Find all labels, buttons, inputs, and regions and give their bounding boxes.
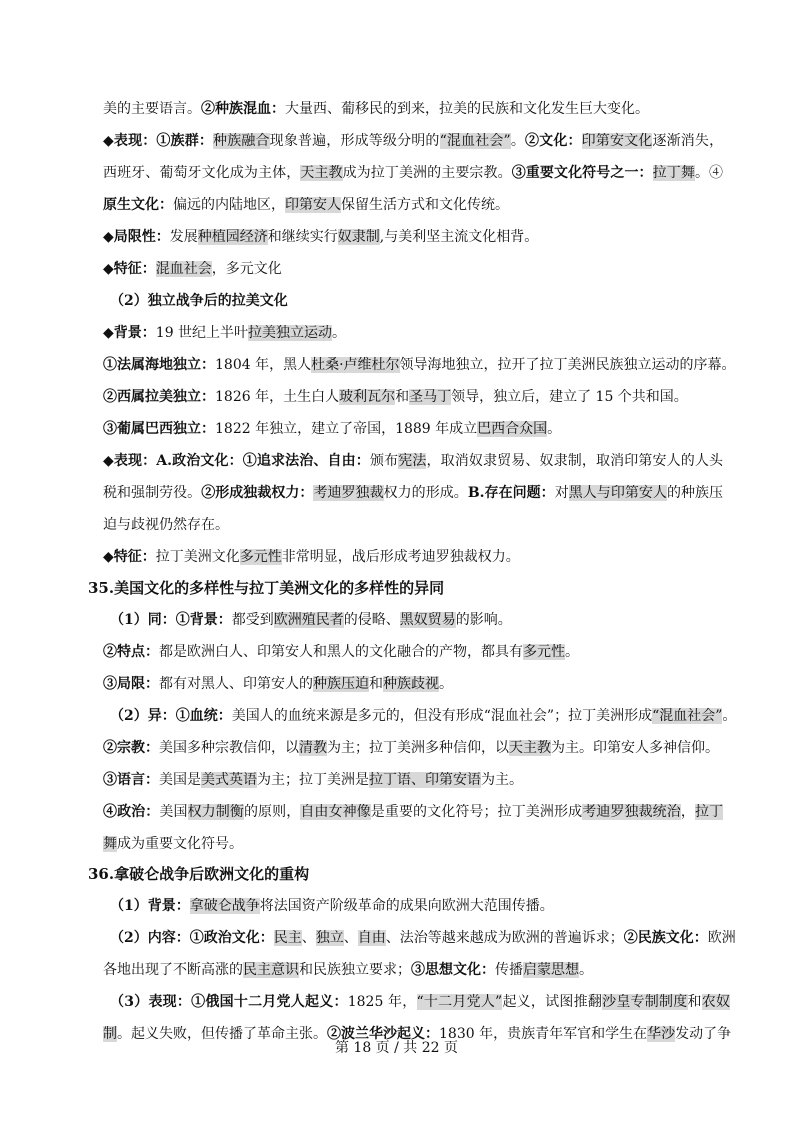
text-run: 的原则， xyxy=(243,804,301,820)
highlighted-term: 宪法 xyxy=(398,453,427,469)
text-run: 和 xyxy=(395,389,410,405)
bold-label: ②特点： xyxy=(103,644,159,660)
text-line xyxy=(110,928,736,948)
bold-label: （2）内容：①政治文化： xyxy=(110,930,274,946)
text-run: 大量西、葡移民的到来，拉美的民族和文化发生巨大变化。 xyxy=(285,101,649,117)
text-run: 和继续实行 xyxy=(267,229,338,245)
text-run: 为主；拉丁美洲是 xyxy=(257,772,369,788)
text-run: 。 xyxy=(510,133,525,149)
highlighted-term: 拉丁舞 xyxy=(652,165,695,181)
text-run: 成为拉丁美洲的主要宗教。 xyxy=(342,165,512,181)
highlighted-term: 农奴 xyxy=(701,994,730,1010)
bold-label: ③重要文化符号之一： xyxy=(511,165,653,181)
text-run: 。 xyxy=(579,962,593,978)
text-run: 对 xyxy=(554,485,569,501)
bold-label: 原生文化： xyxy=(103,197,173,213)
highlighted-term: 巴西合众国 xyxy=(477,421,548,437)
text-run: 发动了争 xyxy=(675,1026,732,1042)
text-run: 。起义失败，但传播了革命主张。 xyxy=(117,1026,327,1042)
text-run: 权力的形成。 xyxy=(383,485,468,501)
highlighted-term: 欧洲殖民者 xyxy=(273,612,344,628)
text-run: 的种族压 xyxy=(666,485,724,501)
text-run: 传播 xyxy=(495,962,523,978)
highlighted-term: 玻利瓦尔 xyxy=(339,389,396,405)
text-line xyxy=(110,610,730,630)
bold-label: ③局限： xyxy=(103,676,159,692)
text-line xyxy=(103,674,723,694)
text-line xyxy=(103,131,723,151)
text-run: 19 世纪上半叶 xyxy=(155,325,249,341)
highlighted-term: 沙皇专制制度 xyxy=(602,994,688,1010)
highlighted-term: 权力制衡 xyxy=(187,804,244,820)
bold-label: ②形成独裁权力： xyxy=(201,485,314,501)
bold-label: （2）独立战争后的拉美文化 xyxy=(110,293,288,309)
highlighted-term: 种植园经济 xyxy=(197,229,268,245)
text-run: 美国 xyxy=(159,804,188,820)
text-run: 西班牙、葡萄牙文化成为主体， xyxy=(103,165,301,181)
bold-label: ◆特征： xyxy=(103,261,156,277)
text-run: 的影响。 xyxy=(455,612,512,628)
highlighted-term: 种族歧视 xyxy=(383,676,439,692)
text-run: 的侵略、 xyxy=(343,612,400,628)
bold-label: ②波兰华沙起义： xyxy=(327,1026,439,1042)
text-line xyxy=(103,323,723,343)
highlighted-term: 黑奴贸易 xyxy=(399,612,456,628)
text-line xyxy=(103,515,723,535)
text-line xyxy=(103,960,723,980)
bold-label: ②种族混血： xyxy=(201,101,285,117)
text-run: 和 xyxy=(687,994,702,1010)
highlighted-term: 多元性 xyxy=(523,644,565,660)
section-heading xyxy=(88,864,708,884)
text-run: 、 xyxy=(301,930,316,946)
text-run: 领导，独立后，建立了 15 个共和国。 xyxy=(451,389,688,405)
highlighted-term: 黑人与印第安人 xyxy=(568,485,667,501)
text-line xyxy=(103,770,723,790)
text-run: 。 xyxy=(439,676,453,692)
highlighted-term: 考迪罗独裁统治 xyxy=(582,804,681,820)
text-run: 为主；拉丁美洲多种信仰，以 xyxy=(327,740,509,756)
text-run: ,与美利坚主流文化相背。 xyxy=(379,229,539,245)
highlighted-term: 混血社会 xyxy=(155,261,212,277)
highlighted-term: 自由 xyxy=(357,930,386,946)
text-line xyxy=(103,355,736,375)
highlighted-term: 天主教 xyxy=(509,740,551,756)
text-line xyxy=(103,738,723,758)
text-line xyxy=(110,291,730,311)
text-run: 非常明显，战后形成考迪罗独裁权力。 xyxy=(281,549,520,565)
text-run: 1804 年，黑人 xyxy=(215,357,312,373)
text-run: ，取消奴隶贸易、奴隶制，取消印第安人的人头 xyxy=(426,453,724,469)
text-line xyxy=(103,547,723,567)
text-line xyxy=(103,99,723,119)
text-run: 都有对黑人、印第安人的 xyxy=(159,676,313,692)
highlighted-term: 制 xyxy=(103,1026,117,1042)
bold-label: ④政治： xyxy=(103,804,160,820)
footer-suffix: 页 xyxy=(439,1040,459,1056)
text-run: 都是欧洲白人、印第安人和黑人的文化融合的产物，都具有 xyxy=(159,644,523,660)
bold-label: ②民族文化： xyxy=(623,930,708,946)
text-run: 都受到 xyxy=(231,612,274,628)
text-run: 。 xyxy=(332,325,347,341)
text-run: 发展 xyxy=(169,229,198,245)
bold-label: ②宗教： xyxy=(103,740,159,756)
footer-middle: 页 / 共 xyxy=(371,1040,422,1056)
text-line xyxy=(110,992,730,1012)
highlighted-term: 圣马丁 xyxy=(409,389,452,405)
footer-total-pages: 22 xyxy=(421,1040,440,1056)
text-run: 迫与歧视仍然存在。 xyxy=(103,517,229,533)
text-run: 美国是 xyxy=(159,772,201,788)
text-line xyxy=(103,387,723,407)
highlighted-term: “十二月党人” xyxy=(416,994,503,1010)
text-run: 逐渐消失， xyxy=(652,133,724,149)
highlighted-term: 种族融合 xyxy=(213,133,270,149)
highlighted-term: 民主意识 xyxy=(243,962,299,978)
text-run: 美国人的血统来源是多元的，但没有形成“混血社会”；拉丁美洲形成 xyxy=(231,708,653,724)
text-run: 美国多种宗教信仰，以 xyxy=(159,740,299,756)
text-run: 起义，试图推翻 xyxy=(502,994,603,1010)
text-run: 1830 年，贵族青年军官和学生在 xyxy=(439,1026,648,1042)
text-run: 保留生活方式和文化传统。 xyxy=(341,197,509,213)
highlighted-term: 美式英语 xyxy=(201,772,257,788)
text-line xyxy=(103,419,723,439)
text-line xyxy=(103,834,723,854)
bold-label: B.存在问题： xyxy=(467,485,555,501)
text-run: 各地出现了不断高涨的 xyxy=(103,962,243,978)
bold-label: （2）异：①血统： xyxy=(110,708,232,724)
text-run: 拉丁美洲文化 xyxy=(155,549,240,565)
text-line xyxy=(103,451,723,471)
text-run: 是重要的文化符号；拉丁美洲形成 xyxy=(370,804,583,820)
text-line xyxy=(110,706,737,726)
text-line xyxy=(103,642,723,662)
highlighted-term: 拉丁语、印第安语 xyxy=(369,772,481,788)
bold-label: ②西属拉美独立： xyxy=(103,389,215,405)
bold-label: ③葡属巴西独立： xyxy=(103,421,215,437)
highlighted-term: 清教 xyxy=(299,740,327,756)
highlighted-term: 杜桑·卢维杜尔 xyxy=(311,357,400,373)
bold-label: ③思想文化： xyxy=(411,962,495,978)
highlighted-term: 启蒙思想 xyxy=(523,962,579,978)
highlighted-term: “混血社会” xyxy=(439,133,511,149)
section-heading xyxy=(88,578,708,598)
bold-label: （1）背景： xyxy=(110,898,190,914)
text-run: 1826 年，土生白人 xyxy=(215,389,340,405)
text-run: 成为重要文化符号。 xyxy=(117,836,243,852)
text-run: 现象普遍，形成等级分明的 xyxy=(269,133,440,149)
text-run: 和民族独立要求； xyxy=(299,962,411,978)
bold-label: 36.拿破仑战争后欧洲文化的重构 xyxy=(88,865,310,883)
text-line xyxy=(110,896,730,916)
bold-label: ◆表现：A.政治文化：①追求法治、自由： xyxy=(103,453,370,469)
bold-label: ◆特征： xyxy=(103,549,156,565)
highlighted-term: 奴隶制 xyxy=(337,229,380,245)
text-run: 、法治等越来越成为欧洲的普遍诉求； xyxy=(385,930,624,946)
text-line xyxy=(103,227,723,247)
text-run: 为主。印第安人多神信仰。 xyxy=(551,740,719,756)
highlighted-term: 考迪罗独裁 xyxy=(313,485,384,501)
footer-prefix: 第 xyxy=(334,1040,354,1056)
text-line xyxy=(103,163,723,183)
highlighted-term: 拿破仑战争 xyxy=(189,898,260,914)
highlighted-term: 民主 xyxy=(273,930,302,946)
text-line xyxy=(103,195,723,215)
highlighted-term: 种族压迫 xyxy=(313,676,369,692)
bold-label: ◆表现：①族群： xyxy=(103,133,214,149)
highlighted-term: 舞 xyxy=(103,836,117,852)
highlighted-term: 拉美独立运动 xyxy=(248,325,333,341)
highlighted-term: 独立 xyxy=(315,930,344,946)
footer-current-page: 18 xyxy=(353,1040,372,1056)
page-footer xyxy=(0,1038,793,1058)
text-line xyxy=(103,259,723,279)
highlighted-term: 多元性 xyxy=(239,549,282,565)
text-run: 美的主要语言。 xyxy=(103,101,201,117)
text-run: 。 xyxy=(565,644,579,660)
bold-label: 35.美国文化的多样性与拉丁美洲文化的多样性的异同 xyxy=(88,579,445,597)
bold-label: （3）表现：①俄国十二月党人起义： xyxy=(110,994,348,1010)
highlighted-term: 印第安人 xyxy=(285,197,341,213)
text-run: 税和强制劳役。 xyxy=(103,485,202,501)
text-line xyxy=(103,483,723,503)
highlighted-term: “混血社会” xyxy=(652,708,723,724)
bold-label: （1）同：①背景： xyxy=(110,612,232,628)
text-line xyxy=(103,802,723,822)
text-run: 欧洲 xyxy=(707,930,736,946)
text-run: 。 xyxy=(547,421,562,437)
text-run: ，多元文化 xyxy=(211,261,282,277)
highlighted-term: 自由女神像 xyxy=(300,804,371,820)
text-run: 。 xyxy=(722,708,737,724)
bold-label: ③语言： xyxy=(103,772,159,788)
text-run: 将法国资产阶级革命的成果向欧洲大范围传播。 xyxy=(259,898,554,914)
bold-label: ◆局限性： xyxy=(103,229,170,245)
text-run: 、 xyxy=(343,930,358,946)
text-run: 为主。 xyxy=(481,772,523,788)
text-run: 颁布 xyxy=(369,453,399,469)
bold-label: ①法属海地独立： xyxy=(103,357,215,373)
highlighted-term: 天主教 xyxy=(300,165,343,181)
highlighted-term: 华沙 xyxy=(647,1026,676,1042)
highlighted-term: 拉丁 xyxy=(694,804,724,820)
text-run: 。④ xyxy=(694,165,724,181)
text-run: ， xyxy=(680,804,695,820)
bold-label: ②文化： xyxy=(525,133,582,149)
text-run: 领导海地独立，拉开了拉丁美洲民族独立运动的序幕。 xyxy=(399,357,736,373)
text-run: 1822 年独立，建立了帝国，1889 年成立 xyxy=(215,421,478,437)
text-run: 偏远的内陆地区， xyxy=(173,197,285,213)
text-run: 和 xyxy=(369,676,383,692)
text-run: 1825 年， xyxy=(347,994,417,1010)
highlighted-term: 印第安文化 xyxy=(581,133,653,149)
bold-label: ◆背景： xyxy=(103,325,156,341)
